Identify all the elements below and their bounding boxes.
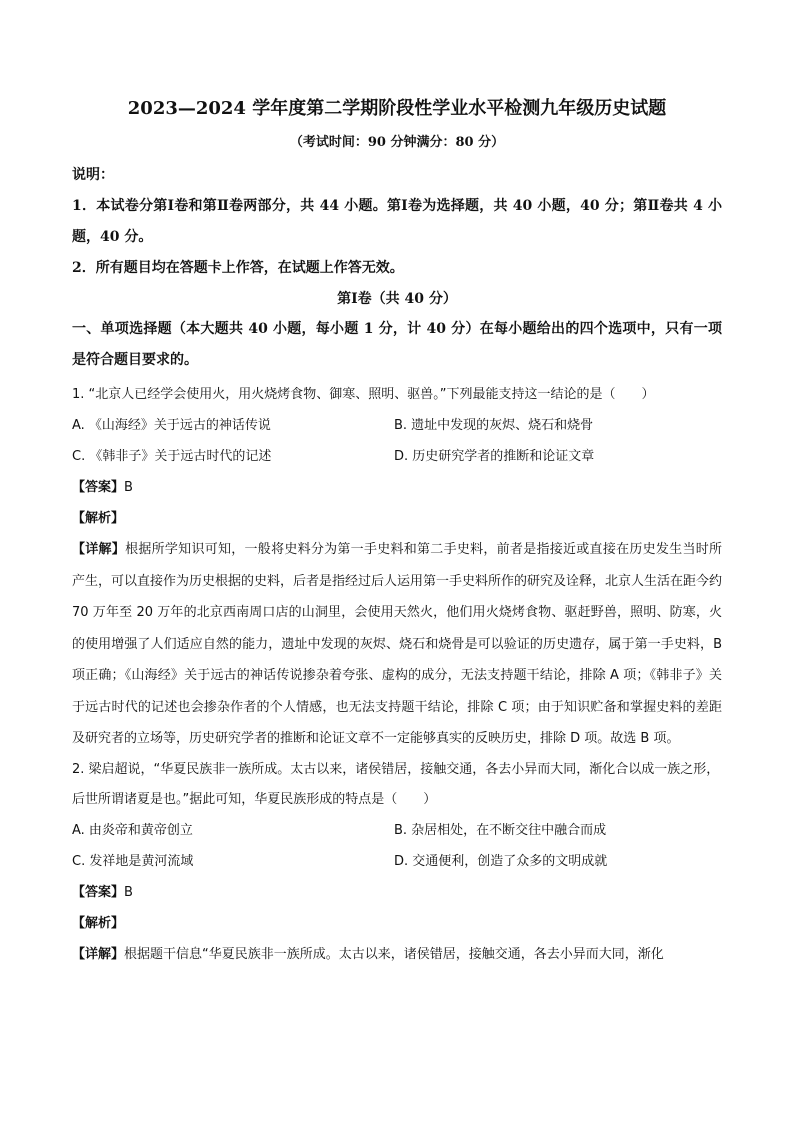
- answer-label: 【答案】: [72, 884, 125, 900]
- detail-paragraph: [72, 534, 722, 755]
- detail-text: 根据题干信息“华夏民族非一族所成。太古以来，诸侯错居，接触交通，各去小异而大同，渐化: [124, 946, 664, 962]
- question-2: [72, 755, 722, 971]
- analysis-label: 【解析】: [72, 511, 125, 526]
- option-a: A. 《山海经》关于远古的神话传说: [72, 418, 271, 433]
- question-stem: 2. 梁启超说，“华夏民族非一族所成。太古以来，诸侯错居，接触交通，各去小异而大同，渐化合以成一族之形，后世所谓诸夏是也。”据此可知，华夏民族形成的特点是（ ）: [72, 761, 720, 807]
- exam-title: 2023—2024 学年度第二学期阶段性学业水平检测九年级历史试题: [127, 98, 667, 119]
- option-d: D. 交通便利，创造了众多的文明成就: [394, 853, 608, 869]
- answer-line: [72, 877, 722, 908]
- answer-value: B: [124, 480, 133, 495]
- detail-label: 【详解】: [72, 946, 125, 962]
- option-list: [72, 410, 722, 472]
- question-stem: 1. “北京人已经学会使用火，用火烧烤食物、御寒、照明、驱兽。”下列最能支持这一结论的是（ ）: [72, 387, 655, 402]
- instructions-item-1: 1．本试卷分第Ⅰ卷和第Ⅱ卷两部分，共 44 小题。第Ⅰ卷为选择题，共 40 小题，40 分；第Ⅱ卷共 4 小题，40 分。: [72, 198, 722, 245]
- instructions-label: 说明：: [72, 167, 114, 183]
- option-c: C. 《韩非子》关于远古时代的记述: [72, 449, 272, 464]
- exam-page: [72, 96, 722, 970]
- answer-value: B: [124, 884, 133, 900]
- section-title: 第Ⅰ卷（共 40 分）: [337, 291, 457, 307]
- instructions-item-2: 2．所有题目均在答题卡上作答，在试题上作答无效。: [72, 260, 404, 276]
- option-list: [72, 815, 722, 877]
- option-c: C. 发祥地是黄河流域: [72, 853, 194, 869]
- option-a: A. 由炎帝和黄帝创立: [72, 822, 193, 838]
- section-heading: 一、单项选择题（本大题共 40 小题，每小题 1 分，计 40 分）在每小题给出的四个选项中，只有一项是符合题目要求的。: [72, 321, 722, 368]
- detail-paragraph: [72, 939, 722, 971]
- option-b: B. 遗址中发现的灰烬、烧石和烧骨: [394, 418, 594, 433]
- analysis-label: 【解析】: [72, 915, 125, 931]
- option-b: B. 杂居相处，在不断交往中融合而成: [394, 822, 607, 838]
- detail-text: 根据所学知识可知，一般将史料分为第一手史料和第二手史料，前者是指接近或直接在历史发生当时所产生，可以直接作为历史根据的史料，后者是指经过后人运用第一手史料所作的研究及诠释，北京人生活在距今约 70 万年至 20 万年的北京西南周口店的山洞里，会使用天然火，他们用火烧烤食物、驱赶野兽，照明、防寒，火的使用增强了人们适应自然的能力，遗址中发现的灰烬、烧石和烧骨是可以验证的历史遗存，属于第一手史料，B 项正确；《山海经》关于远古的神话传说掺杂着夸张、虚构的成分，无法支持题干结论，排除 A 项；《韩非子》关于远古时代的记述也会掺杂作者的个人情感，也无法支持题干结论，排除 C 项；由于知识贮备和掌握史料的差距及研究者的立场等，历史研究学者的推断和论证文章不一定能够真实的反映历史，排除 D 项。故选 B 项。: [72, 542, 723, 746]
- detail-label: 【详解】: [72, 542, 126, 557]
- question-1: [72, 380, 722, 755]
- answer-line: [72, 472, 722, 503]
- exam-subtitle: （考试时间：90 分钟满分：80 分）: [289, 135, 505, 150]
- option-d: D. 历史研究学者的推断和论证文章: [394, 449, 595, 464]
- answer-label: 【答案】: [72, 480, 125, 495]
